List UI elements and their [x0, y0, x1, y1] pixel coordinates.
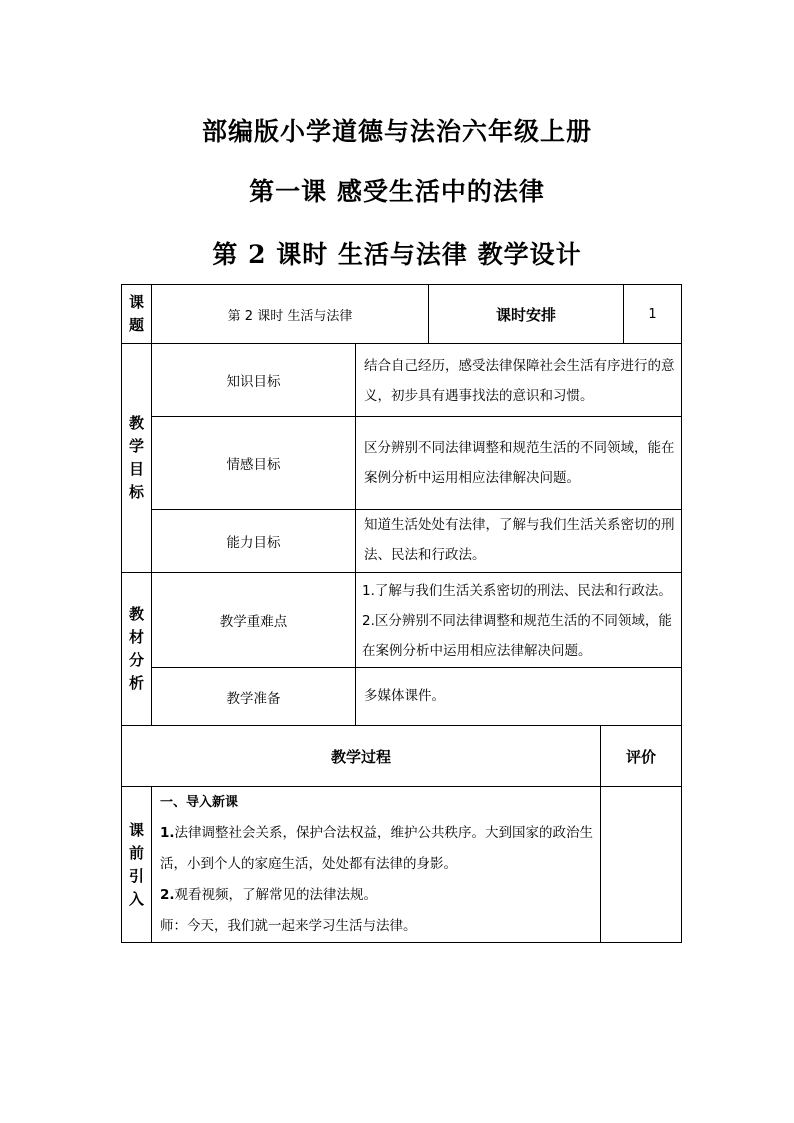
- document-title: 部编版小学道德与法治六年级上册: [201, 117, 592, 146]
- intro-evaluation: [601, 787, 681, 942]
- analysis-text: 多媒体课件。: [364, 688, 445, 704]
- goal-name: 情感目标: [226, 457, 281, 473]
- analysis-label: 教 材 分 析: [128, 605, 144, 692]
- goal-text: 区分辨别不同法律调整和规范生活的不同领域，能在案例分析中运用相应法律解决问题。: [364, 440, 675, 486]
- topic-label: 课 题: [128, 293, 144, 334]
- topic-value: 第 2 课时 生活与法律: [227, 308, 353, 324]
- analysis-name: 教学重难点: [219, 614, 288, 630]
- schedule-label: 课时安排: [495, 305, 556, 324]
- intro-heading: 一、导入新课: [160, 795, 239, 810]
- goal-text: 结合自己经历，感受法律保障社会生活有序进行的意义，初步具有遇事找法的意识和习惯。: [364, 358, 675, 404]
- analysis-text: [356, 574, 681, 666]
- analysis-line: 2.区分辨别不同法律调整和规范生活的不同领域，能在案例分析中运用相应法律解决问题。: [362, 613, 672, 659]
- analysis-line: 1.了解与我们生活关系密切的刑法、民法和行政法。: [362, 583, 672, 599]
- intro-content: [152, 787, 600, 942]
- session-title: 第 2 课时 生活与法律 教学设计: [212, 240, 582, 269]
- process-header: 教学过程: [330, 747, 391, 766]
- intro-paragraph: 1.法律调整社会关系，保护合法权益，维护公共秩序。大到国家的政治生活，小到个人的家庭生活，处处都有法律的身影。: [160, 825, 594, 872]
- intro-paragraph: 2.观看视频，了解常见的法律法规。: [160, 887, 378, 903]
- goal-name: 知识目标: [226, 374, 281, 390]
- goal-name: 能力目标: [226, 535, 281, 551]
- lesson-title: 第一课 感受生活中的法律: [249, 177, 545, 206]
- goal-text: 知道生活处处有法律，了解与我们生活关系密切的刑法、民法和行政法。: [364, 517, 675, 563]
- analysis-name: 教学准备: [226, 690, 281, 707]
- intro-label: 课 前 引 入: [128, 820, 144, 908]
- evaluation-header: 评价: [625, 747, 656, 766]
- schedule-value: 1: [648, 306, 657, 322]
- intro-paragraph: 师：今天，我们就一起来学习生活与法律。: [160, 918, 417, 934]
- goals-label: 教 学 目 标: [128, 414, 144, 501]
